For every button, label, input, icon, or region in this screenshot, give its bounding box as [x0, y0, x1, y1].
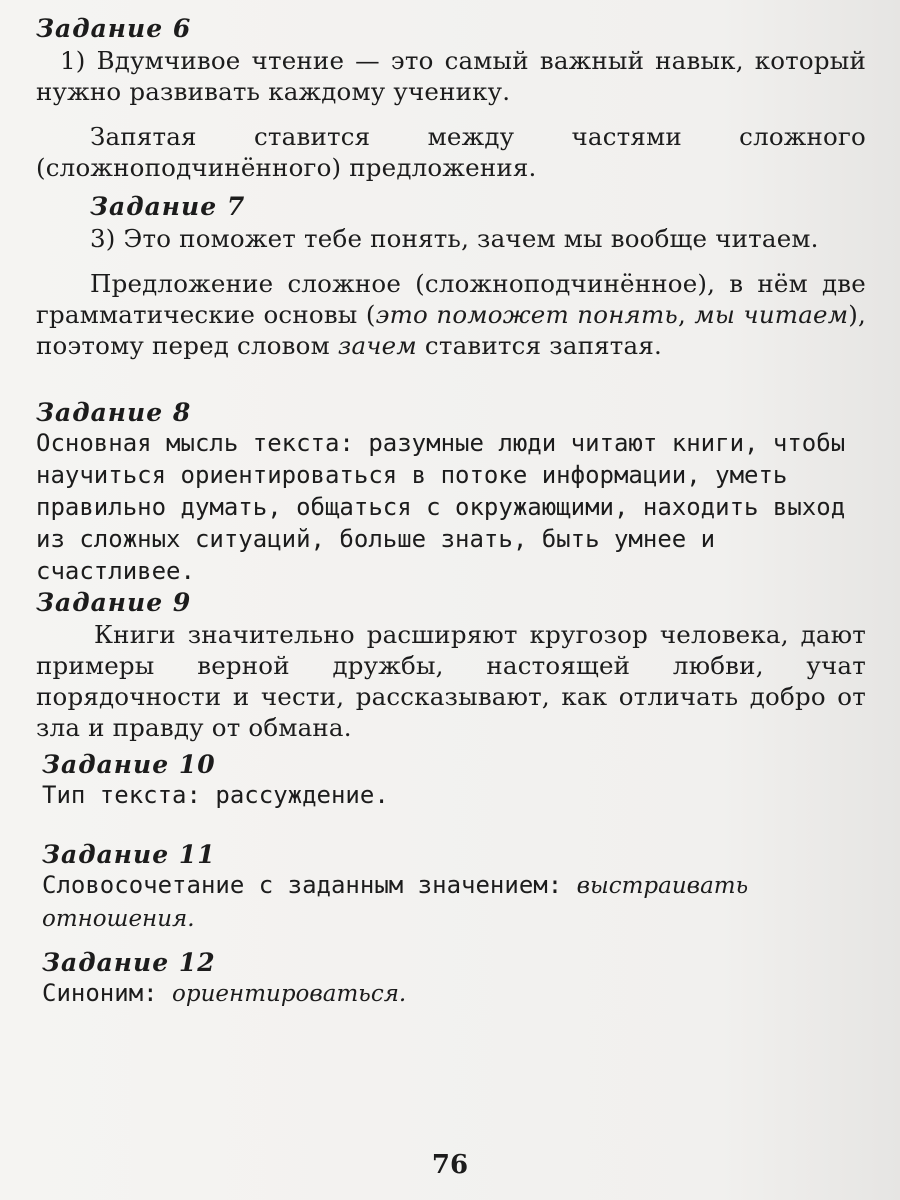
explanation-text: Предложение сложное (сложноподчинённое), в нём две грамматические основы (	[36, 269, 866, 329]
task-explanation	[36, 268, 866, 361]
answer-italic: ориентироваться.	[172, 981, 407, 1007]
task-answer: 1) Вдумчивое чтение — это самый важный навык, который нужно развивать каждому ученику.	[36, 46, 866, 106]
task-answer: Тип текста: рассуждение.	[42, 781, 389, 809]
task-11	[36, 840, 866, 935]
task-answer	[36, 869, 866, 935]
task-heading: Задание 10	[42, 750, 216, 779]
answer-text: Словосочетание с заданным значением:	[42, 871, 577, 899]
task-explanation: Запятая ставится между частями сложного (сложноподчинённого) предложения.	[36, 122, 866, 182]
explanation-italic: это поможет понять	[375, 300, 678, 329]
task-heading: Задание 6	[36, 14, 192, 43]
task-10	[36, 750, 866, 811]
task-heading: Задание 12	[42, 948, 216, 977]
answer-text: Синоним:	[42, 979, 173, 1007]
explanation-text: ставится запятая.	[416, 331, 662, 360]
task-8	[36, 398, 866, 587]
task-9	[36, 588, 866, 743]
page-number: 76	[431, 1150, 469, 1180]
task-7	[36, 192, 866, 361]
task-answer	[36, 977, 866, 1010]
task-answer: Книги значительно расширяют кругозор человека, дают примеры верной дружбы, настоящей любви, учат порядочности и чести, рассказывают, как отличать добро от зла и правду от обмана.	[36, 620, 866, 742]
task-12	[36, 948, 866, 1010]
explanation-italic: мы читаем	[694, 300, 849, 329]
explanation-italic: зачем	[337, 331, 417, 360]
task-heading: Задание 11	[42, 840, 216, 869]
task-heading: Задание 7	[90, 192, 246, 221]
explanation-text: ,	[677, 300, 695, 329]
task-heading: Задание 9	[36, 588, 192, 617]
explanation-text: ), поэтому перед словом	[36, 300, 866, 360]
task-heading: Задание 8	[36, 398, 192, 427]
task-answer: 3) Это поможет тебе понять, зачем мы вообще читаем.	[90, 224, 819, 253]
answer-italic: выстраивать отношения.	[42, 873, 749, 932]
task-answer: Основная мысль текста: разумные люди читают книги, чтобы научиться ориентироваться в потоке информации, уметь правильно думать, общаться с окружающими, находить выход из сложных ситуаций, больше знать, быть умнее и счастливее.	[36, 429, 846, 585]
task-6	[36, 14, 866, 183]
